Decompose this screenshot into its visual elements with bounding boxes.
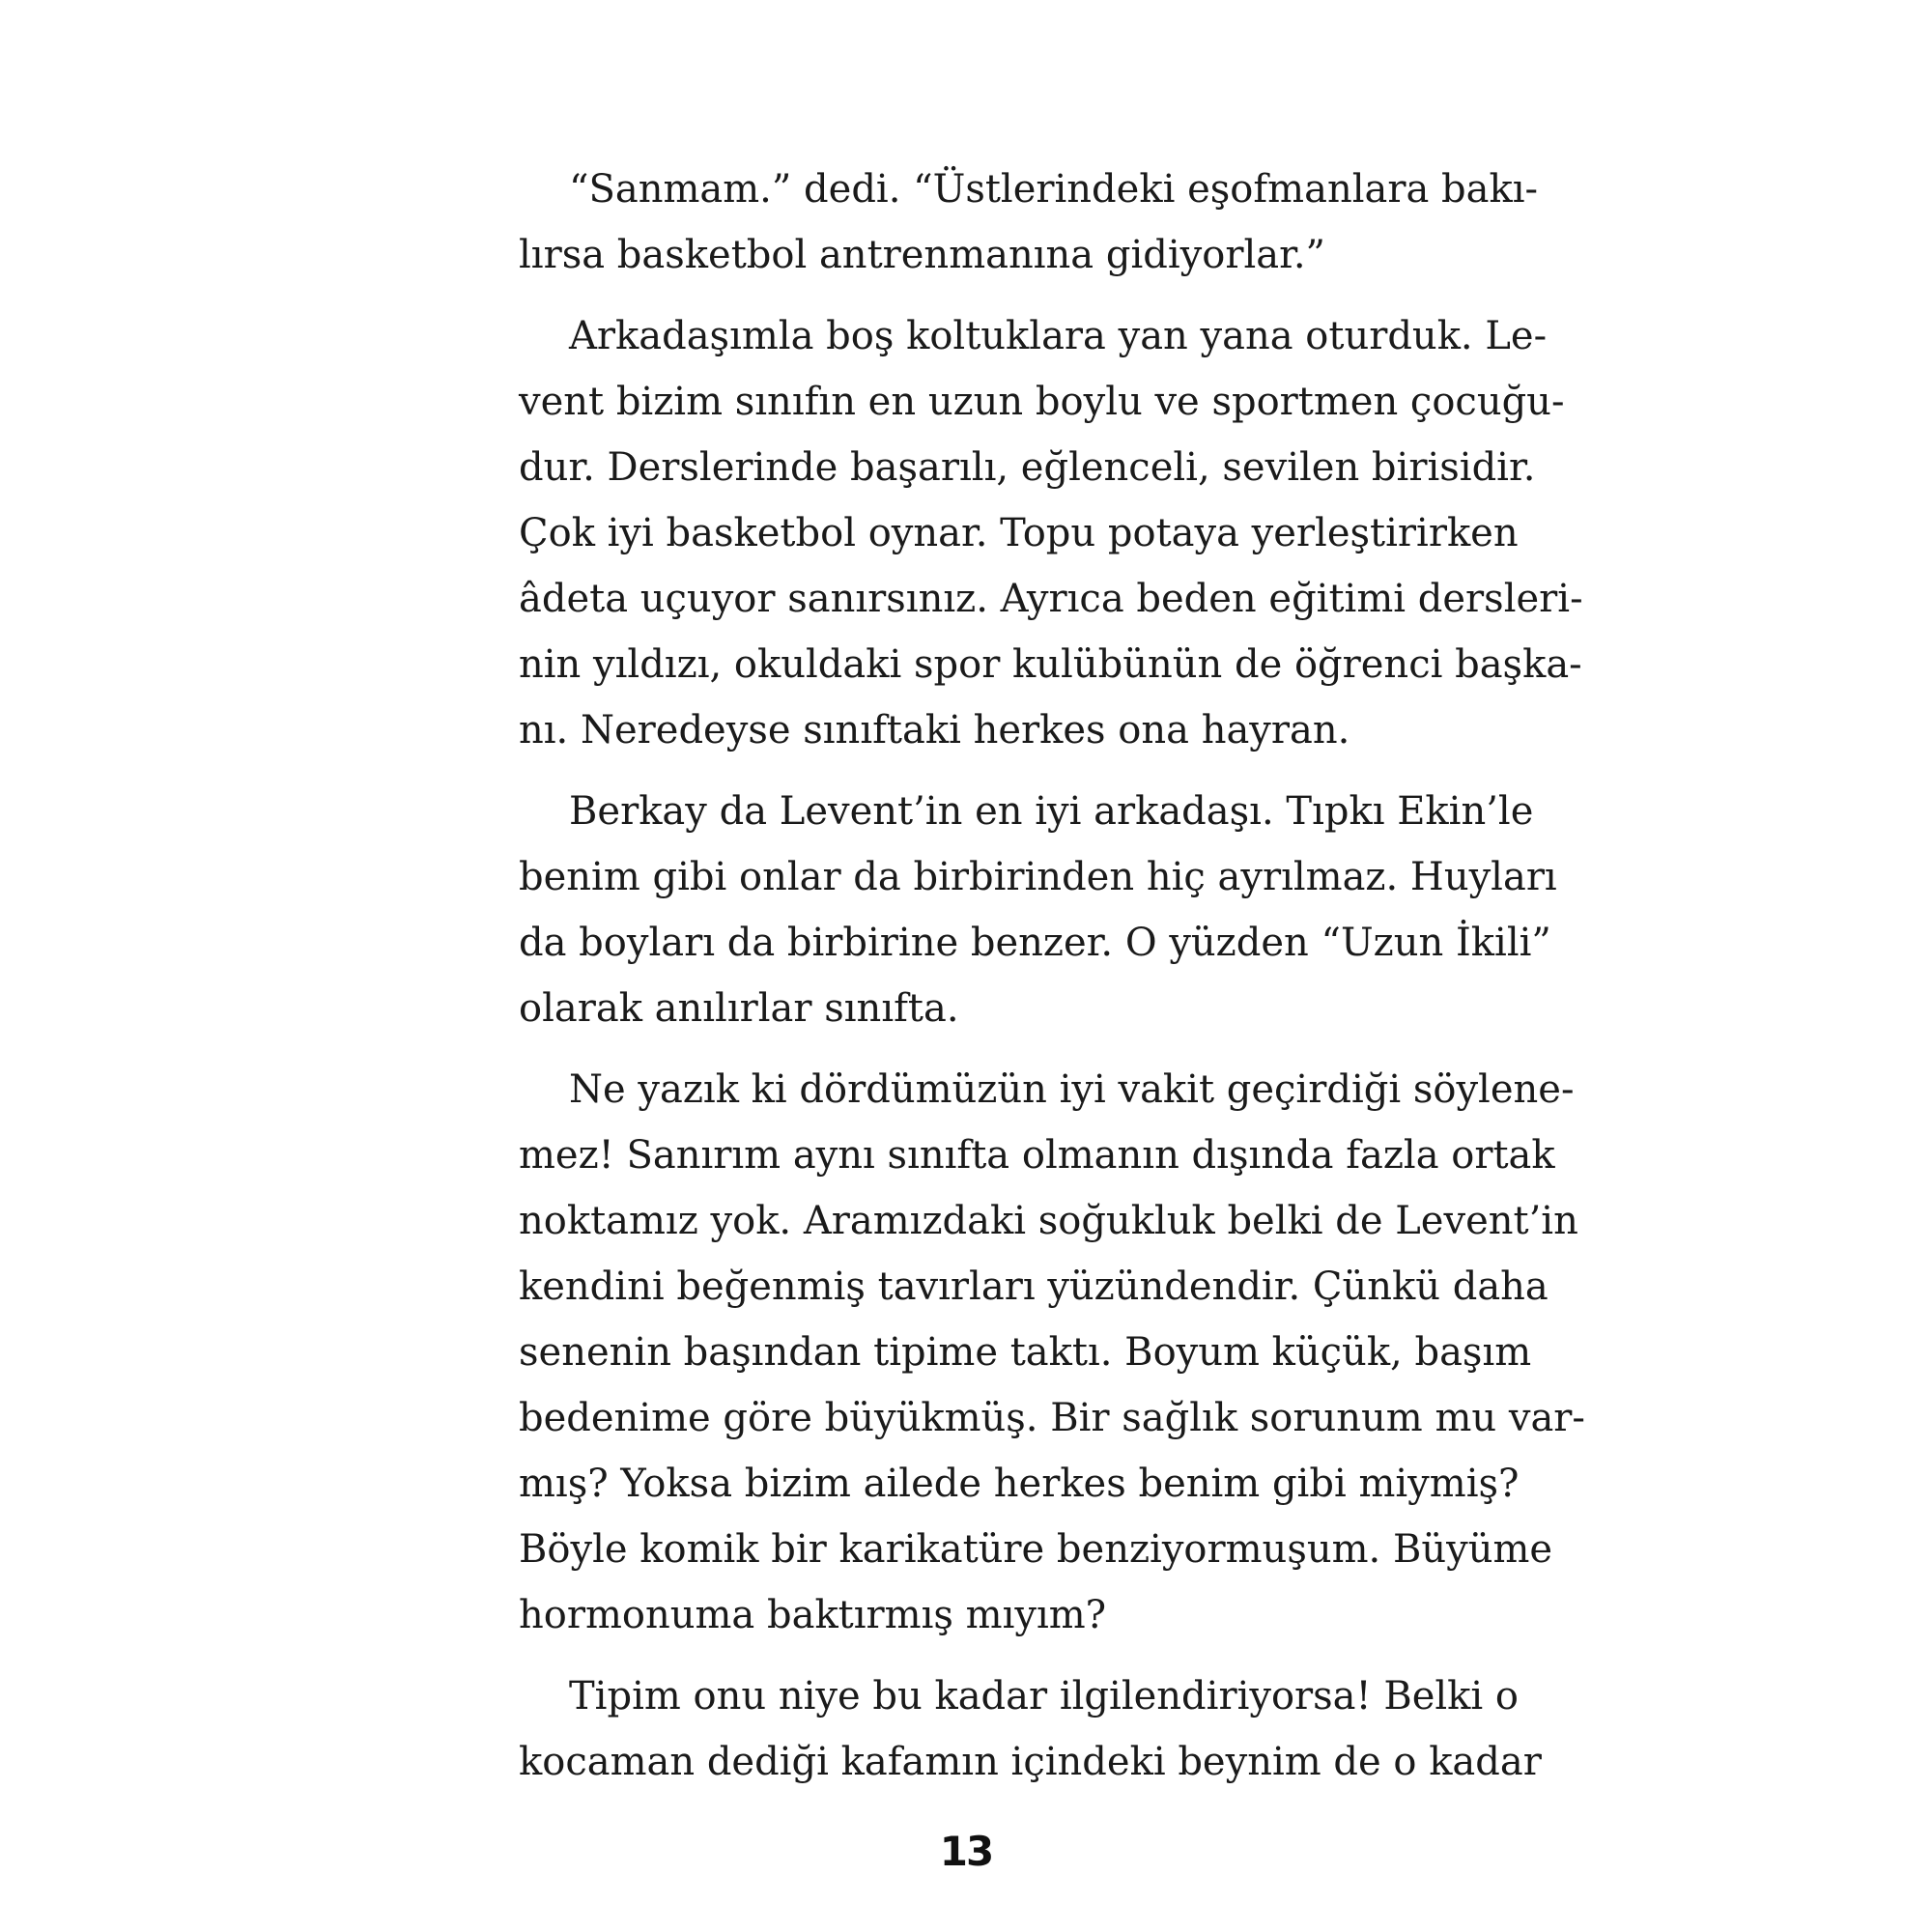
text-line: bedenime göre büyükmüş. Bir sağlık sorunum mu var- — [519, 1396, 1585, 1440]
text-line: kendini beğenmiş tavırları yüzündendir. Çünkü daha — [519, 1264, 1548, 1309]
text-line: Çok iyi basketbol oynar. Topu potaya yerleştirirken — [519, 511, 1519, 555]
text-line: Ne yazık ki dördümüzün iyi vakit geçirdiği söylene- — [569, 1067, 1575, 1112]
text-line: âdeta uçuyor sanırsınız. Ayrıca beden eğitimi dersleri- — [519, 577, 1583, 621]
text-line: Böyle komik bir karikatüre benziyormuşum. Büyüme — [519, 1527, 1553, 1572]
text-line: Berkay da Levent’in en iyi arkadaşı. Tıpkı Ekin’le — [569, 789, 1534, 834]
paragraph — [519, 1663, 1542, 1795]
text-line: mez! Sanırım aynı sınıfta olmanın dışında fazla ortak — [519, 1133, 1555, 1178]
text-line: mış? Yoksa bizim ailede herkes benim gibi miymiş? — [519, 1462, 1520, 1506]
text-line: Tipim onu niye bu kadar ilgilendiriyorsa! Belki o — [569, 1674, 1520, 1719]
text-line: vent bizim sınıfın en uzun boylu ve sportmen çocuğu- — [519, 380, 1565, 424]
text-line: nı. Neredeyse sınıftaki herkes ona hayran. — [519, 708, 1350, 753]
text-line: kocaman dediği kafamın içindeki beynim de o kadar — [519, 1740, 1542, 1784]
text-line: lırsa basketbol antrenmanına gidiyorlar.” — [519, 233, 1325, 277]
body-text — [519, 156, 1585, 1795]
text-line: da boyları da birbirine benzer. O yüzden “Uzun İkili” — [519, 921, 1551, 965]
text-line: dur. Derslerinde başarılı, eğlenceli, sevilen birisidir. — [519, 445, 1536, 490]
paragraph — [519, 779, 1557, 1041]
text-line: noktamız yok. Aramızdaki soğukluk belki de Levent’in — [519, 1199, 1578, 1243]
text-line: olarak anılırlar sınıfta. — [519, 986, 959, 1031]
paragraph — [519, 303, 1583, 763]
text-line: benim gibi onlar da birbirinden hiç ayrılmaz. Huyları — [519, 855, 1557, 899]
text-line: hormonuma baktırmış mıyım? — [519, 1593, 1107, 1637]
text-line: Arkadaşımla boş koltuklara yan yana oturduk. Le- — [569, 314, 1548, 358]
paragraph-gap — [519, 288, 1424, 303]
text-line: senenin başından tipime taktı. Boyum küçük, başım — [519, 1330, 1532, 1375]
page-number: 13 — [939, 1828, 993, 1875]
paragraph-gap — [519, 763, 1424, 779]
paragraph — [519, 1057, 1585, 1648]
paragraph-gap — [519, 1041, 1424, 1057]
paragraph — [519, 156, 1539, 288]
paragraph-gap — [519, 1648, 1424, 1663]
text-line: nin yıldızı, okuldaki spor kulübünün de öğrenci başka- — [519, 642, 1582, 687]
text-line: “Sanmam.” dedi. “Üstlerindeki eşofmanlara bakı- — [569, 167, 1539, 212]
